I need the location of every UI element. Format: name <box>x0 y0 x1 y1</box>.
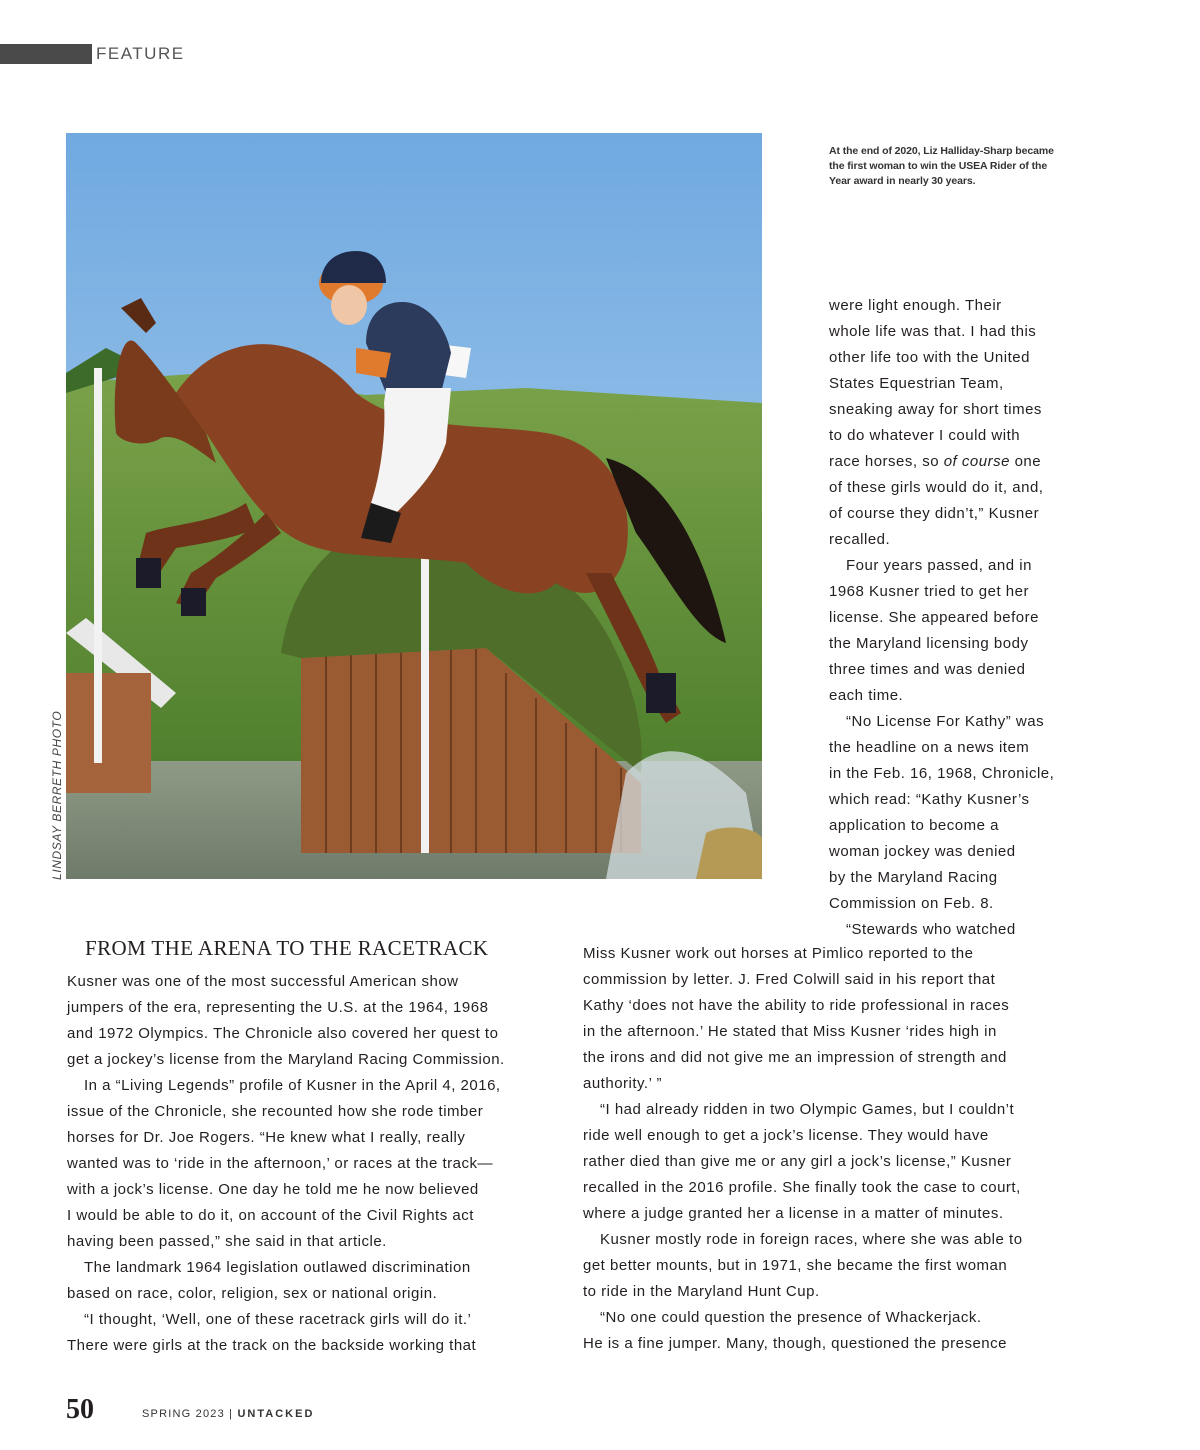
body-line: the Maryland licensing body <box>829 635 1029 652</box>
section-bar <box>0 44 92 64</box>
body-line: with a jock’s license. One day he told me he now believed <box>67 1181 479 1198</box>
body-line: each time. <box>829 687 904 704</box>
body-line: having been passed,” she said in that article. <box>67 1233 387 1250</box>
body-line: the irons and did not give me an impression of strength and <box>583 1049 1007 1066</box>
body-line: woman jockey was denied <box>829 843 1016 860</box>
page-number: 50 <box>66 1394 94 1425</box>
body-text-segment: race horses, so <box>829 453 944 470</box>
body-line: to ride in the Maryland Hunt Cup. <box>583 1283 820 1300</box>
photo-caption: At the end of 2020, Liz Halliday-Sharp became the first woman to win the USEA Rider of the Year award in nearly 30 years. <box>829 145 1054 187</box>
body-line: of these girls would do it, and, <box>829 479 1044 496</box>
body-line: by the Maryland Racing <box>829 869 998 886</box>
magazine-name: UNTACKED <box>237 1408 315 1420</box>
issue-label: SPRING 2023 | <box>142 1408 238 1420</box>
body-line: issue of the Chronicle, she recounted how she rode timber <box>67 1103 484 1120</box>
body-line: “No License For Kathy” was <box>846 713 1045 730</box>
body-line: recalled. <box>829 531 891 548</box>
body-line: “Stewards who watched <box>846 921 1016 938</box>
body-line: Four years passed, and in <box>846 557 1032 574</box>
right-column-bottom <box>583 941 1073 1357</box>
body-line: other life too with the United <box>829 349 1030 366</box>
body-line: horses for Dr. Joe Rogers. “He knew what I really, really <box>67 1129 466 1146</box>
body-line: 1968 Kusner tried to get her <box>829 583 1029 600</box>
body-line: ride well enough to get a jock’s license. They would have <box>583 1127 989 1144</box>
body-line: “No one could question the presence of Whackerjack. <box>600 1309 982 1326</box>
body-line: Kathy ‘does not have the ability to ride professional in races <box>583 997 1010 1014</box>
body-line: He is a fine jumper. Many, though, questioned the presence <box>583 1335 1007 1352</box>
body-line: recalled in the 2016 profile. She finally took the case to court, <box>583 1179 1021 1196</box>
body-line: the headline on a news item <box>829 739 1030 756</box>
body-line: States Equestrian Team, <box>829 375 1004 392</box>
body-line: to do whatever I could with <box>829 427 1021 444</box>
body-line: three times and was denied <box>829 661 1026 678</box>
body-line: Commission on Feb. 8. <box>829 895 994 912</box>
body-line: get better mounts, but in 1971, she became the first woman <box>583 1257 1008 1274</box>
body-line: application to become a <box>829 817 999 834</box>
body-line: “I thought, ‘Well, one of these racetrack girls will do it.’ <box>84 1311 472 1328</box>
section-label: FEATURE <box>96 44 185 63</box>
horse-jump-photo-illustration <box>66 133 762 879</box>
body-line: The landmark 1964 legislation outlawed discrimination <box>84 1259 471 1276</box>
body-line-mixed <box>829 449 1074 475</box>
body-line: Kusner mostly rode in foreign races, where she was able to <box>600 1231 1023 1248</box>
body-line: Miss Kusner work out horses at Pimlico reported to the <box>583 945 974 962</box>
body-line: wanted was to ‘ride in the afternoon,’ or races at the track— <box>67 1155 493 1172</box>
body-line: rather died than give me or any girl a jock’s license,” Kusner <box>583 1153 1012 1170</box>
section-heading: FROM THE ARENA TO THE RACETRACK <box>85 936 489 960</box>
right-column-top <box>829 293 1074 943</box>
body-line: of course they didn’t,” Kusner <box>829 505 1040 522</box>
body-line: were light enough. Their <box>829 297 1002 314</box>
body-line: get a jockey’s license from the Maryland Racing Commission. <box>67 1051 505 1068</box>
body-line: whole life was that. I had this <box>829 323 1037 340</box>
body-line: I would be able to do it, on account of the Civil Rights act <box>67 1207 474 1224</box>
body-line: in the afternoon.’ He stated that Miss Kusner ‘rides high in <box>583 1023 997 1040</box>
body-line: authority.’ ” <box>583 1075 663 1092</box>
body-line: which read: “Kathy Kusner’s <box>829 791 1030 808</box>
feature-photo <box>66 133 762 879</box>
body-line: in the Feb. 16, 1968, Chronicle, <box>829 765 1055 782</box>
left-column <box>67 969 549 1359</box>
body-line: based on race, color, religion, sex or national origin. <box>67 1285 438 1302</box>
footer-issue <box>142 1408 314 1420</box>
body-line: and 1972 Olympics. The Chronicle also covered her quest to <box>67 1025 499 1042</box>
body-line: jumpers of the era, representing the U.S. at the 1964, 1968 <box>67 999 489 1016</box>
italic-text: of course <box>943 453 1010 470</box>
body-line: There were girls at the track on the backside working that <box>67 1337 477 1354</box>
body-line: sneaking away for short times <box>829 401 1042 418</box>
body-line: commission by letter. J. Fred Colwill said in his report that <box>583 971 996 988</box>
photo-credit: LINDSAY BERRETH PHOTO <box>50 710 64 880</box>
body-line: where a judge granted her a license in a matter of minutes. <box>583 1205 1004 1222</box>
body-line: “I had already ridden in two Olympic Games, but I couldn’t <box>600 1101 1015 1118</box>
body-line: Kusner was one of the most successful American show <box>67 973 459 990</box>
body-line: license. She appeared before <box>829 609 1039 626</box>
body-line: In a “Living Legends” profile of Kusner in the April 4, 2016, <box>84 1077 501 1094</box>
body-text-segment: one <box>1009 453 1042 470</box>
